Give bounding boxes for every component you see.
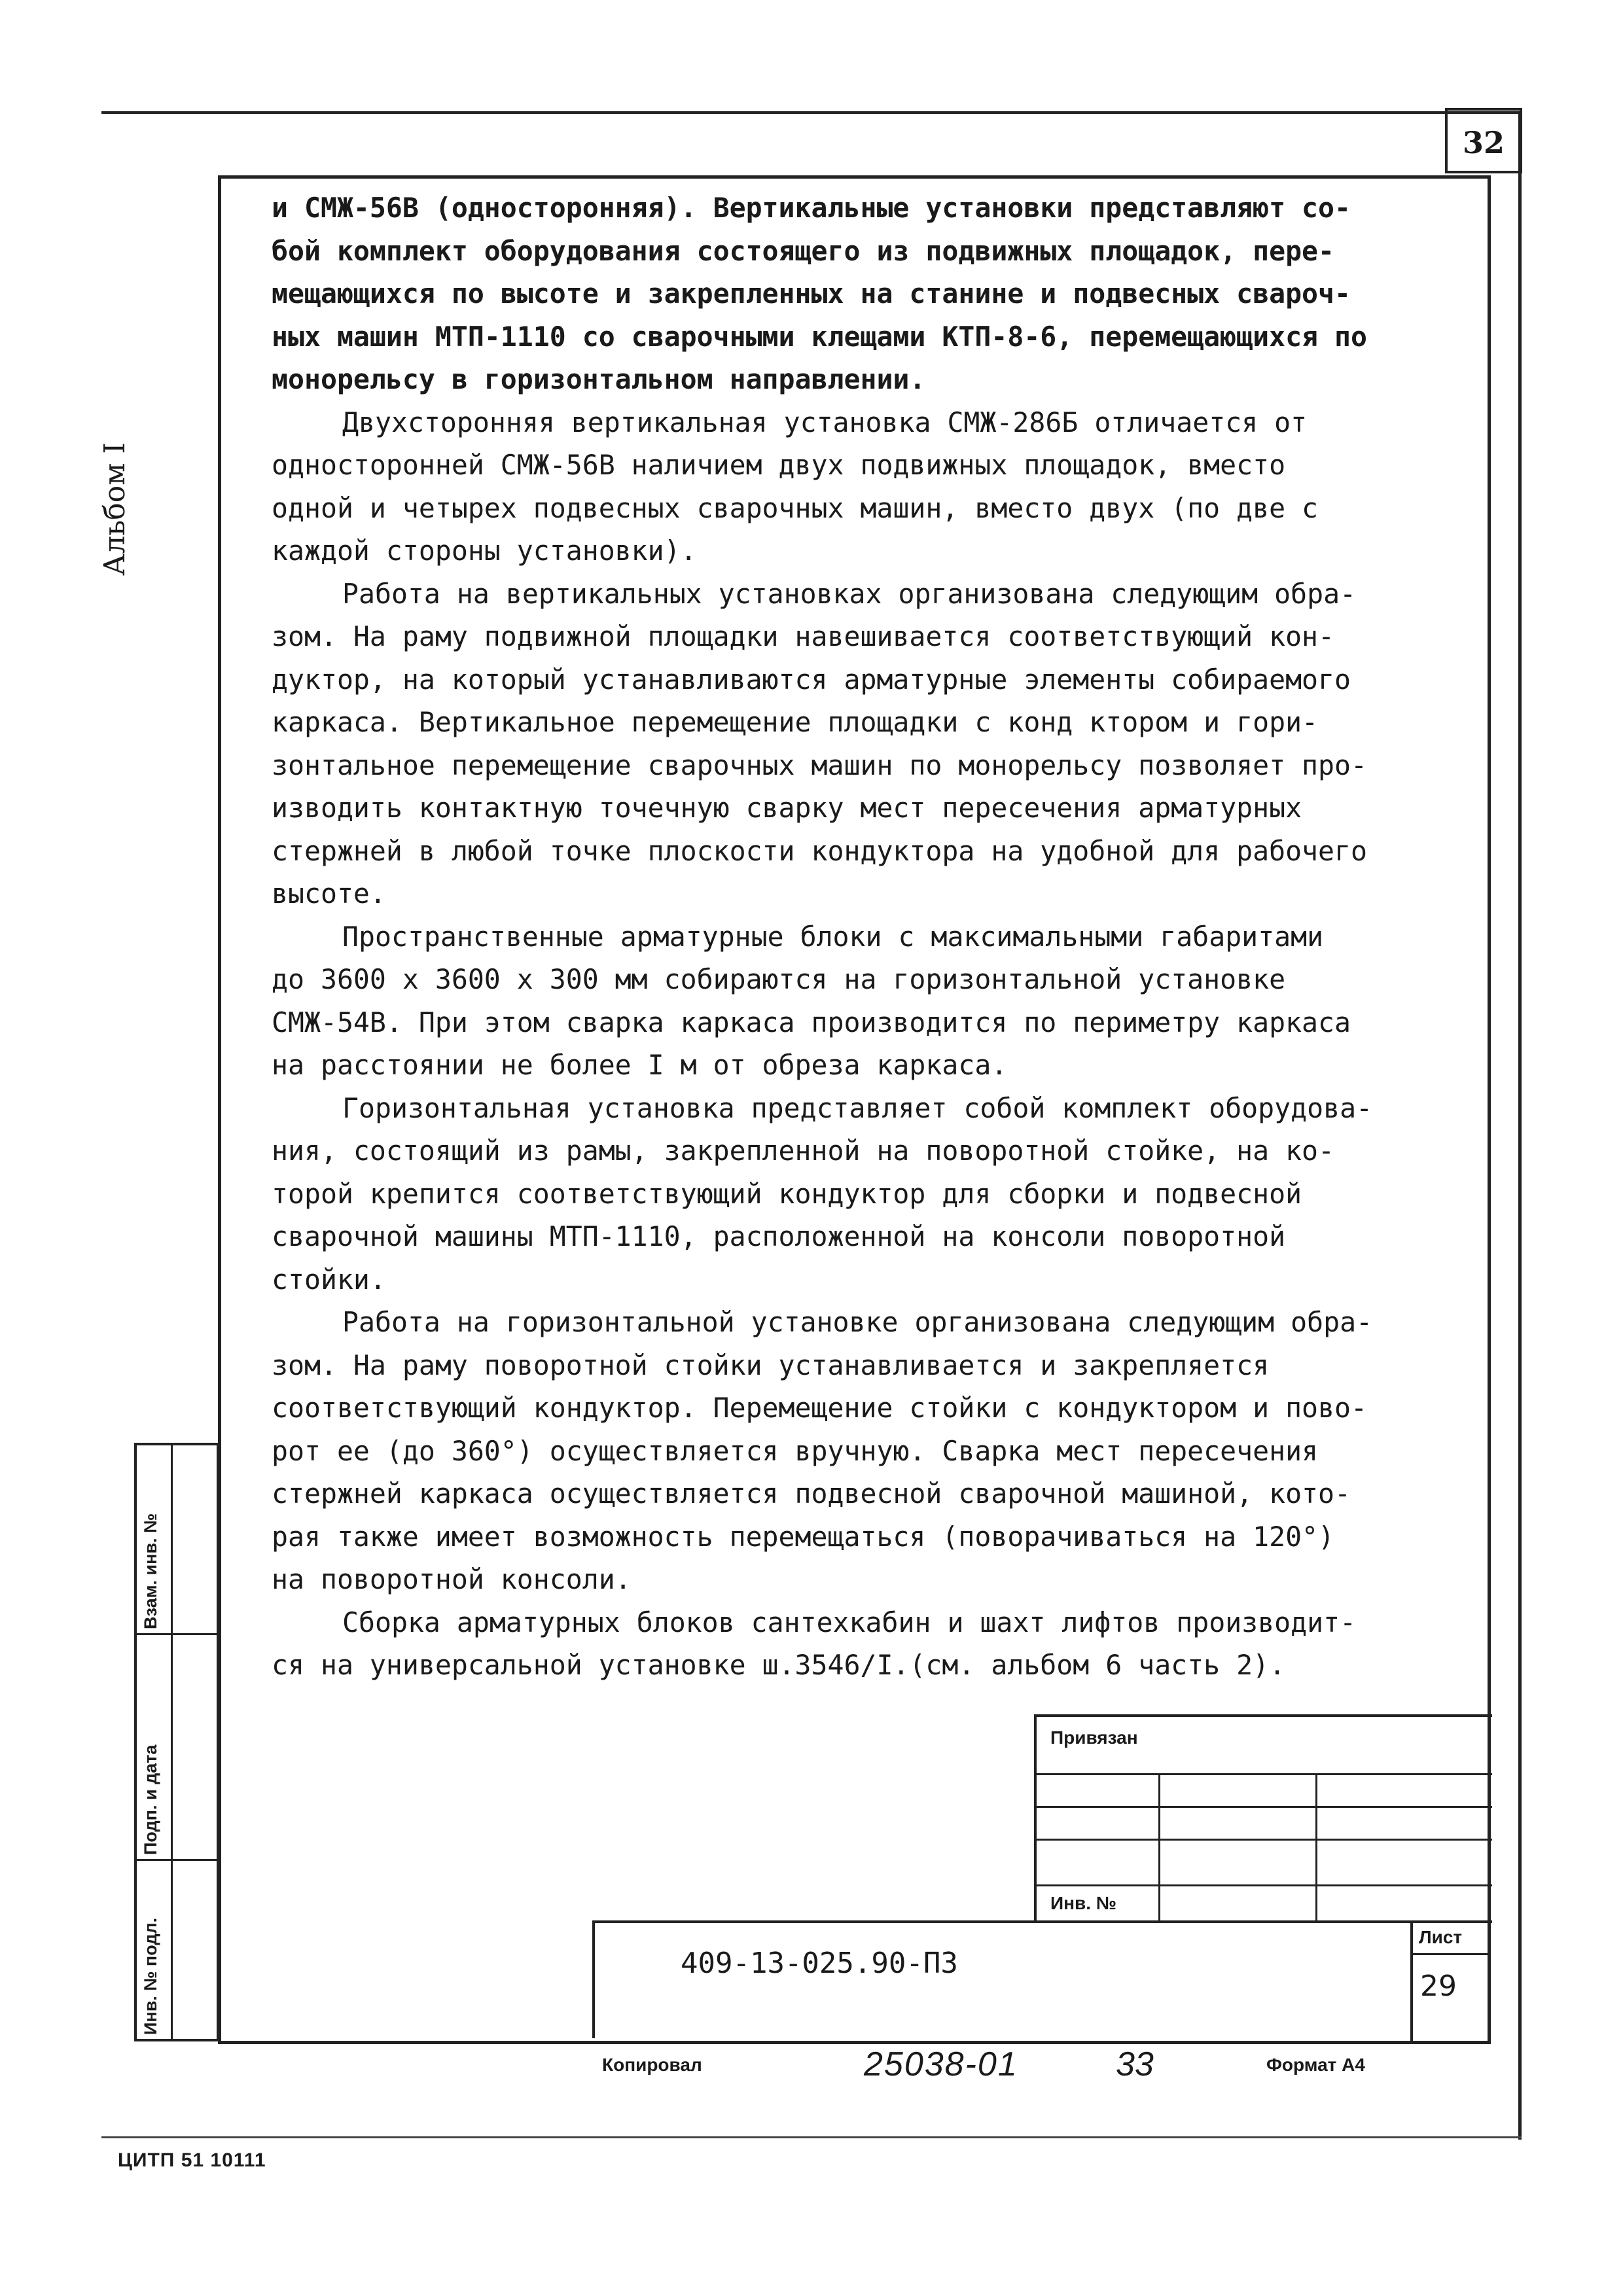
body-line: ния, состоящий из рамы, закрепленной на поворотной стойке, на ко- xyxy=(272,1135,1335,1167)
body-line: стержней в любой точке плоскости кондуктора на удобной для рабочего xyxy=(272,834,1368,867)
body-line: до 3600 х 3600 х 300 мм собираются на горизонтальной установке xyxy=(272,963,1286,995)
body-line: соответствующий кондуктор. Перемещение стойки с кондуктором и пово- xyxy=(272,1392,1368,1424)
body-line: торой крепится соответствующий кондуктор для сборки и подвесной xyxy=(272,1177,1302,1210)
bottom-rule xyxy=(101,2136,1522,2138)
body-line: зонтальное перемещение сварочных машин по монорельсу позволяет про- xyxy=(272,749,1368,781)
body-line: высоте. xyxy=(272,877,386,910)
body-line: каркаса. Вертикальное перемещение площадки с конд ктором и гори- xyxy=(272,706,1319,738)
body-line: Горизонтальная установка представляет собой комплект оборудова- xyxy=(342,1091,1373,1124)
binding-label: Привязан xyxy=(1050,1727,1138,1748)
body-line: односторонней СМЖ-56В наличием двух подвижных площадок, вместо xyxy=(272,449,1286,481)
body-line: ных машин МТП-1110 со сварочными клещами КТП-8-6, перемещающихся по xyxy=(272,320,1368,353)
body-line: стойки. xyxy=(272,1263,386,1296)
body-line: Пространственные арматурные блоки с максимальными габаритами xyxy=(342,920,1324,953)
body-line: и СМЖ-56В (односторонняя). Вертикальные установки представляют со- xyxy=(272,192,1351,224)
body-line: на поворотной консоли. xyxy=(272,1563,632,1595)
body-line: рая также имеет возможность перемещаться (поворачиваться на 120°) xyxy=(272,1520,1335,1553)
body-text xyxy=(272,186,1469,1687)
vzam-inv-label: Взам. инв. № xyxy=(141,1513,160,1629)
body-line: каждой стороны установки). xyxy=(272,535,697,567)
body-line: зом. На раму подвижной площадки навешивается соответствующий кон- xyxy=(272,620,1335,652)
binding-rule-1 xyxy=(1034,1773,1492,1775)
document-code: 409-13-025.90-ПЗ xyxy=(681,1947,958,1980)
body-line: мещающихся по высоте и закрепленных на станине и подвесных свароч- xyxy=(272,277,1351,309)
binding-rule-3 xyxy=(1034,1839,1492,1841)
body-line: Работа на вертикальных установках организована следующим обра- xyxy=(342,577,1357,610)
body-line: стержней каркаса осуществляется подвесной сварочной машиной, кото- xyxy=(272,1477,1351,1510)
body-line: сварочной машины МТП-1110, расположенной на консоли поворотной xyxy=(272,1220,1286,1252)
publisher-code: ЦИТП 51 10111 xyxy=(118,2149,266,2171)
sheet-number: 29 xyxy=(1420,1969,1457,2003)
page-number: 32 xyxy=(1462,125,1505,160)
sheet-rule xyxy=(1410,1953,1490,1955)
body-line: дуктор, на который устанавливаются арматурные элементы собираемого xyxy=(272,663,1351,696)
body-line: Сборка арматурных блоков сантехкабин и шахт лифтов производит- xyxy=(342,1606,1357,1638)
album-side-label: Альбом I xyxy=(98,442,132,576)
body-line: Двухсторонняя вертикальная установка СМЖ-286Б отличается от xyxy=(342,406,1308,438)
body-line: на расстоянии не более I м от обреза каркаса. xyxy=(272,1049,1008,1081)
podp-data-label: Подп. и дата xyxy=(141,1744,160,1855)
sheet-label: Лист xyxy=(1419,1927,1463,1947)
body-line: СМЖ-54В. При этом сварка каркаса производится по периметру каркаса xyxy=(272,1006,1351,1038)
format-label: Формат А4 xyxy=(1266,2055,1365,2075)
body-line: зом. На раму поворотной стойки устанавливается и закрепляется xyxy=(272,1349,1270,1381)
copy-number: 25038-01 xyxy=(864,2045,1018,2083)
binding-rule-2 xyxy=(1034,1806,1492,1808)
body-line: рот ее (до 360°) осуществляется вручную. Сварка мест пересечения xyxy=(272,1434,1319,1467)
top-frame-rule xyxy=(101,111,1522,114)
right-frame-rule xyxy=(1518,111,1522,2140)
binding-col-2 xyxy=(1315,1773,1317,1922)
body-line: одной и четырех подвесных сварочных машин, вместо двух (по две с xyxy=(272,491,1319,524)
copy-sheet-number: 33 xyxy=(1116,2045,1154,2083)
binding-col-1 xyxy=(1158,1773,1160,1922)
body-line: изводить контактную точечную сварку мест пересечения арматурных xyxy=(272,792,1302,824)
inv-number-label: Инв. № xyxy=(1050,1893,1117,1913)
page-number-box xyxy=(1445,108,1522,173)
body-line: бой комплект оборудования состоящего из подвижных площадок, пере- xyxy=(272,234,1335,267)
body-line: ся на универсальной установке ш.3546/I.(см. альбом 6 часть 2). xyxy=(272,1649,1286,1681)
body-line: монорельсу в горизонтальном направлении. xyxy=(272,363,926,395)
binding-rule-4 xyxy=(1034,1884,1492,1886)
copied-label: Копировал xyxy=(602,2055,702,2075)
body-line: Работа на горизонтальной установке организована следующим обра- xyxy=(342,1306,1373,1338)
inv-podl-label: Инв. № подл. xyxy=(141,1917,160,2035)
